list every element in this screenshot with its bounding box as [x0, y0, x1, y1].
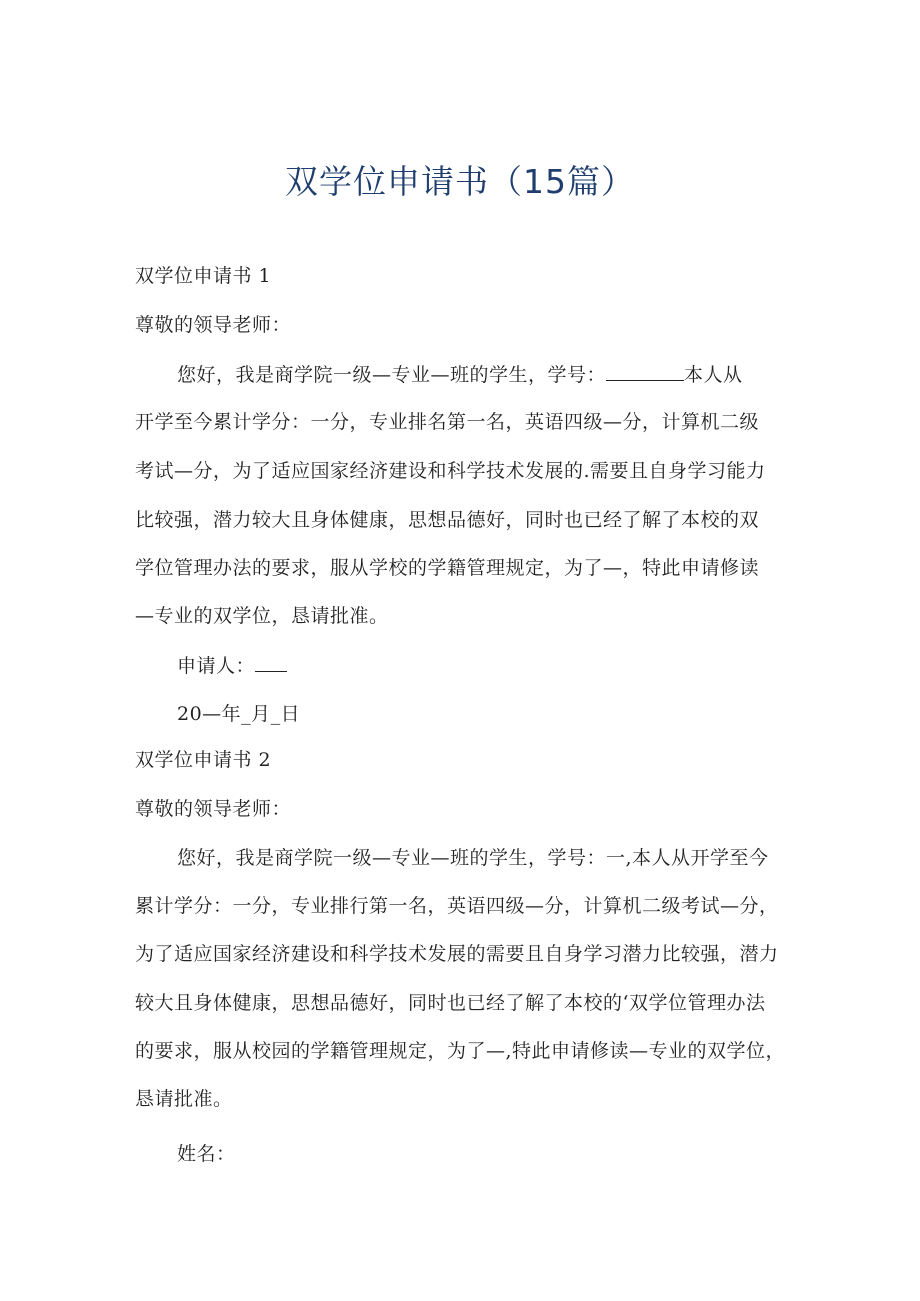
letter-1-body-line-text: 本人从	[684, 364, 743, 386]
letter-1-body-line: 开学至今累计学分：一分，专业排名第一名，英语四级—分，计算机二级	[135, 411, 760, 433]
letter-1-body-line-text: 您好，我是商学院一级—专业—班的学生，学号：	[177, 364, 607, 386]
letter-2-body-line: 的要求，服从校园的学籍管理规定，为了—,特此申请修读—专业的双学位，	[135, 1040, 786, 1062]
letter-1-salutation: 尊敬的领导老师：	[135, 314, 292, 336]
letter-1-heading: 双学位申请书 1	[135, 265, 272, 287]
letter-2-body-line: 为了适应国家经济建设和科学技术发展的需要且自身学习潜力比较强，潜力	[135, 943, 779, 965]
letter-1-signature	[177, 653, 287, 678]
letter-1-body-line: —专业的双学位，恳请批准。	[135, 605, 389, 627]
letter-1-body-line: 比较强，潜力较大且身体健康，思想品德好，同时也已经了解了本校的双	[135, 509, 760, 531]
letter-1-body-line: 学位管理办法的要求，服从学校的学籍管理规定，为了—，特此申请修读	[135, 557, 760, 579]
page-title: 双学位申请书（15篇）	[285, 162, 635, 201]
letter-2-signature: 姓名：	[177, 1143, 236, 1165]
letter-2-body-line: 您好，我是商学院一级—专业—班的学生，学号：一,本人从开学至今	[177, 847, 769, 869]
signature-label: 申请人：	[177, 655, 256, 677]
letter-2-body-line: 恳请批准。	[135, 1088, 233, 1110]
letter-1-date: 20—年_月_日	[177, 703, 301, 725]
letter-1-body-line: 考试—分，为了适应国家经济建设和科学技术发展的.需要且自身学习能力	[135, 460, 766, 482]
letter-2-body-line: 累计学分：一分，专业排行第一名，英语四级—分，计算机二级考试—分，	[135, 895, 779, 917]
student-id-blank	[606, 362, 684, 381]
letter-2-heading: 双学位申请书 2	[135, 749, 272, 771]
letter-2-salutation: 尊敬的领导老师：	[135, 798, 292, 820]
letter-1-body-line	[177, 362, 743, 387]
letter-2-body-line: 较大且身体健康，思想品德好，同时也已经了解了本校的‘双学位管理办法	[135, 992, 766, 1014]
signature-blank	[255, 653, 287, 672]
